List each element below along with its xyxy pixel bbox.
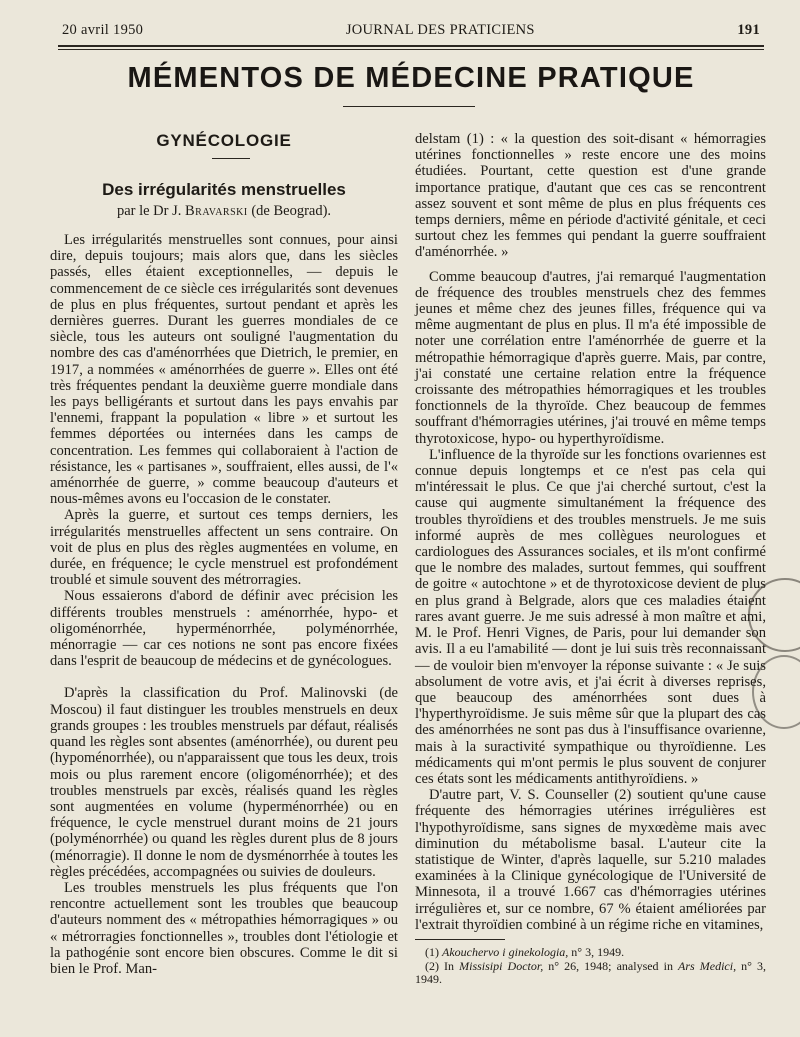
- header-rule-thick: [58, 45, 764, 47]
- footnote-rule: [415, 939, 505, 940]
- right-column-body: [415, 131, 766, 987]
- running-header: [62, 22, 760, 39]
- title-rule: [343, 106, 475, 107]
- article-title: Des irrégularités menstruelles: [102, 180, 346, 199]
- right-paragraph: L'influence de la thyroïde sur les fonctions ovariennes est connue depuis longtemps et ce n'est pas cela qui m'intéressait le plus. Ce que j'ai cherché surtout, c'est la cause qui augmente simultanément la fréquence des troubles thyroïdiens et des troubles menstruels. Je me suis informé auprès de mes collègues neurologues et cardiologues des Assurances sociales, et ils m'ont confirmé que le nombre des malades, surtout femmes, qui souffrent de goitre « autochtone » et de thyrotoxicose devient de plus en plus grand à Belgrade, alors que ces maladies étaient rares avant guerre. Je me suis adressé à mon maître et ami, M. le Prof. Henri Vignes, de Paris, pour lui demander son avis. Il a eu l'amabilité — dont je lui suis très reconnaissant — de vouloir bien m'envoyer la réponse suivante : « Je suis absolument de votre avis, et j'ai écrit à diverses reprises, que beaucoup des aménorrhées sont dues à l'hyperthyroïdisme. Je suis même sûr que la plupart des cas des aménorrhées ne sont pas dus à l'insuffisance ovarienne, mais à la suractivité sympathique ou thyroïdienne. Les médicaments qui m'ont permis le plus souvent de conjurer ces états sont les médicaments antithyroïdiens. »: [415, 446, 766, 787]
- byline: [50, 203, 398, 220]
- right-paragraph: Comme beaucoup d'autres, j'ai remarqué l'augmentation de fréquence des troubles menstruels chez des femmes jeunes et même chez des jeunes filles, fréquence qui va même augmentant de plus en plus. Il m'a été impossible de noter une corrélation entre l'aménorrhée de guerre et la métropathie hémorragique d'après guerre. Mais, par contre, j'ai constaté une certaine relation entre la fréquence croissante des métropathies hémorragiques et les troubles fonctionnels de la thyroïde. Chez beaucoup de femmes souffrant d'hémorragies utérines, j'ai trouvé en même temps thyrotoxicose, hypo- ou hyperthyroïdisme.: [415, 268, 766, 447]
- left-paragraph: D'après la classification du Prof. Malinovski (de Moscou) il faut distinguer les troubles menstruels en deux grands groupes : les troubles menstruels par défaut, réalisés quand les règles sont absentes (aménorrhée), ou durent peu (hypoménorrhée), ou n'apparaissent que tous les deux, trois mois ou plus rarement encore (oligoménorrhée); et des troubles menstruels par excès, réalisés quand les règles sont augmentées en volume (hyperménorrhée) ou en fréquence, le cycle menstruel durant moins de 21 jours (polyménorrhée) ou quand les règles durent plus de 8 jours (ménorragie). Il donne le nom de dysménorrhée à toutes les règles précédées, accompagnées ou suivies de douleurs.: [50, 685, 398, 880]
- header-rule-thin: [58, 49, 764, 50]
- left-paragraph: Les troubles menstruels les plus fréquents que l'on rencontre actuellement sont les troubles que beaucoup d'auteurs nomment des « métropathies hémorragiques » ou « métrorragies fonctionnelles », troubles dont l'étiologie et la pathogénie sont encore bien obscures. Comme le dit si bien le Prof. Man-: [50, 879, 398, 977]
- left-paragraph: Nous essaierons d'abord de définir avec précision les différents troubles menstruels : aménorrhée, hypo- et oligoménorrhée, hyperménorrhée, polyménorrhée, ménorragie — car ces notions ne sont pas encore fixées dans l'esprit de beaucoup de médecins et de gynécologues.: [50, 588, 398, 670]
- byline-prefix: par le Dr J.: [116, 203, 182, 219]
- left-paragraph: Les irrégularités menstruelles sont connues, pour ainsi dire, depuis toujours; mais alors que, dans les siècles passés, elles étaient exceptionnelles, — depuis le commencement de ce siècle ces irrégularités sont devenues de plus en plus fréquentes, surtout pendant et après les dernières guerres. Durant les guerres mondiales de ce siècle, tous les auteurs ont souligné l'augmentation du nombre des cas d'aménorrhées que Dietrich, le premier, en 1917, a nommées « aménorrhées de guerre ». Elles ont été très fréquentes pendant la deuxième guerre mondiale dans les pays belligérants et surtout dans les pays envahis par l'ennemi, frappant la population « libre » et surtout les femmes déportées ou internées dans les camps de concentration. Les femmes qui collaboraient à l'action de résistance, les « partisanes », souffraient, elles aussi, de l'« aménorrhée de guerre, » comme beaucoup d'auteurs et nous-mêmes avons eu l'occasion de le constater.: [50, 232, 398, 508]
- footnotes: [415, 946, 766, 987]
- footnote-2: (2) In Missisipi Doctor, n° 26, 1948; analysed in Ars Medici, n° 3, 1949.: [415, 958, 766, 987]
- left-paragraph: Après la guerre, et surtout ces temps derniers, les irrégularités menstruelles affectent un sens contraire. On voit de plus en plus des règles augmentées en volume, en durée, en fréquence; le cycle menstruel est profondément troublé et simule souvent des métrorragies.: [50, 507, 398, 589]
- byline-author: Bravarski: [184, 203, 248, 219]
- header-page-number: 191: [737, 22, 760, 38]
- right-paragraph: delstam (1) : « la question des soit-disant « hémorragies utérines fonctionnelles » reste encore une des moins étudiées. Pourtant, cette question est d'une grande importance pratique, d'autant que ces cas se rencontrent assez souvent et sont même de plus en plus fréquents ces temps derniers, même en période d'activité génitale, et ceci surtout chez les femmes qui pendant la guerre souffraient d'aménorrhée. »: [415, 131, 766, 261]
- byline-suffix: (de Beograd).: [251, 203, 332, 219]
- footnote-1: (1) Akouchervo i ginekologia, n° 3, 1949.: [425, 944, 625, 959]
- section-rule: [212, 158, 250, 159]
- header-date: 20 avril 1950: [62, 22, 144, 38]
- left-column-body: [50, 232, 398, 977]
- right-paragraph: D'autre part, V. S. Counseller (2) soutient qu'une cause fréquente des hémorragies utérines irrégulières est l'hypothyroïdisme, sans signes de myxœdème mais avec diminution du métabolisme basal. L'auteur cite la statistique de Winter, d'après laquelle, sur 5.210 malades examinées à la Clinique gynécologique de l'Université de Minnesota, il a trouvé 1.667 cas d'hémorragies utérines irrégulières et, sur ce nombre, 67 % étaient améliorées par l'extrait thyroïdien combiné à un régime riche en vitamines,: [415, 787, 766, 933]
- section-heading: GYNÉCOLOGIE: [156, 131, 292, 150]
- header-journal: JOURNAL DES PRATICIENS: [345, 22, 535, 38]
- main-title: MÉMENTOS DE MÉDECINE PRATIQUE: [127, 62, 695, 94]
